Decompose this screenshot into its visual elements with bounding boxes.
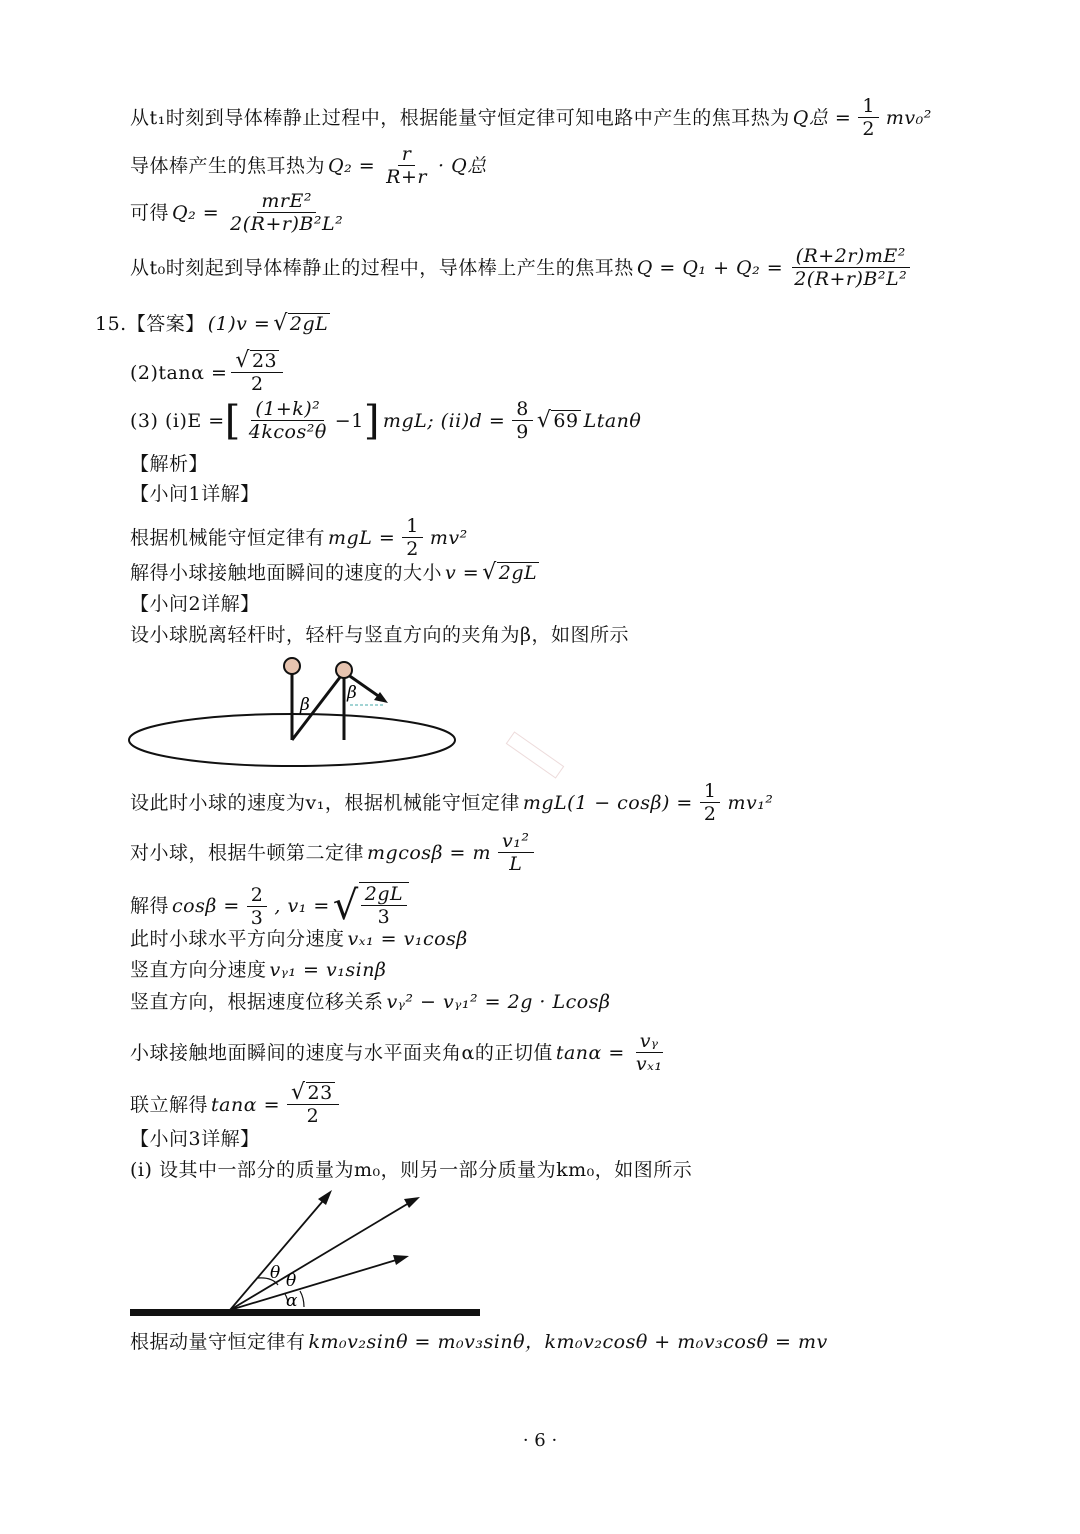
fraction — [245, 398, 331, 443]
math: mv₀² — [885, 106, 932, 129]
fraction — [498, 830, 533, 875]
line-rod-heat — [130, 143, 490, 188]
denominator: 3 — [377, 906, 391, 928]
math: Q总 = — [792, 106, 852, 129]
text: (i) 设其中一部分的质量为m₀，则另一部分质量为km₀，如图所示 — [130, 1159, 693, 1181]
sqrt: √ 69 — [536, 407, 579, 433]
numerator: v₁² — [498, 830, 533, 853]
beta-label-right: β — [347, 683, 357, 703]
math: vᵧ² − vᵧ₁² = 2g · Lcosβ — [386, 991, 611, 1013]
math: mv₁² — [727, 791, 774, 814]
denominator: R+r — [386, 166, 427, 188]
text: 【小问1详解】 — [130, 483, 260, 505]
denominator: 3 — [250, 906, 264, 929]
denominator: 2 — [406, 538, 419, 560]
math: mgL; (ii)d = — [382, 409, 506, 432]
radicand: 69 — [553, 409, 579, 432]
math: , v₁ = — [274, 895, 330, 917]
denominator: vₓ₁ — [635, 1053, 663, 1075]
math: mv² — [429, 526, 468, 549]
numerator: mrE² — [257, 190, 316, 213]
fraction — [382, 143, 431, 188]
vector-1 — [230, 1195, 328, 1310]
math: Ltanθ — [583, 409, 642, 432]
text: 解得 — [130, 895, 170, 917]
sqrt: √ $\frac{2gL}{3}$ — [333, 882, 409, 930]
sub3-heading — [130, 1127, 260, 1151]
q15-answer-1 — [95, 312, 330, 336]
math: −1 — [334, 409, 364, 432]
vector-3-head — [393, 1255, 409, 1265]
text: 设小球脱离轻杆时，轻杆与竖直方向的夹角为β，如图所示 — [130, 624, 629, 646]
math: km₀v₂sinθ = m₀v₃sinθ，km₀v₂cosθ + m₀v₃cosθ = mv — [308, 1331, 828, 1353]
radicand: 23 — [251, 350, 278, 372]
s2-line1 — [130, 623, 629, 647]
text: 竖直方向，根据速度位移关系 — [130, 991, 384, 1013]
figure-momentum-vectors — [128, 1185, 488, 1320]
denominator: 2 — [703, 803, 717, 825]
math: vₓ₁ = v₁cosβ — [347, 928, 468, 950]
sqrt: √ 2gL — [273, 311, 329, 336]
line-result-q2 — [130, 190, 351, 235]
math: Q = Q₁ + Q₂ = — [636, 256, 784, 279]
text: 设此时小球的速度为v₁，根据机械能守恒定律 — [130, 791, 520, 814]
denominator: 2 — [862, 118, 875, 140]
text: 对小球，根据牛顿第二定律 — [130, 841, 365, 864]
text: 根据机械能守恒定律有 — [130, 526, 326, 549]
text: 解得小球接触地面瞬间的速度的大小 — [130, 562, 443, 584]
fraction — [632, 1030, 667, 1075]
s2-line5 — [130, 927, 471, 951]
text: 从t₁时刻到导体棒静止过程中，根据能量守恒定律可知电路中产生的焦耳热为 — [130, 106, 790, 129]
denominator: 4kcos²θ — [248, 421, 327, 443]
math: · Q总 — [437, 154, 487, 177]
sqrt: √ 2gL — [482, 560, 538, 585]
text: 【解析】 — [130, 453, 209, 475]
radicand: 23 — [307, 1082, 333, 1104]
math: mgL(1 − cosβ) = — [522, 791, 693, 814]
numerator: 2gL — [361, 883, 407, 906]
denominator: 9 — [516, 421, 529, 443]
radicand: 2gL — [498, 562, 538, 584]
vector-2-head — [404, 1197, 420, 1208]
s3-line1 — [130, 1158, 692, 1182]
fraction — [700, 780, 721, 825]
alpha-arc — [300, 1291, 304, 1307]
s2-line2 — [130, 780, 776, 825]
s2-line9 — [130, 1082, 343, 1127]
text: 可得 — [130, 201, 170, 224]
s2-line6 — [130, 958, 389, 982]
text: 联立解得 — [130, 1093, 209, 1116]
text: 导体棒产生的焦耳热为 — [130, 154, 326, 177]
sub2-heading — [130, 592, 260, 616]
fraction: √ 23 2 — [231, 350, 283, 395]
s2-line7 — [130, 990, 613, 1014]
ball-right — [336, 662, 352, 678]
page-number: · 6 · — [522, 1430, 558, 1451]
vector-1-head — [318, 1190, 332, 1205]
alpha-label: α — [286, 1291, 298, 1311]
text: 从t₀时刻起到导体棒静止的过程中，导体棒上产生的焦耳热 — [130, 256, 634, 279]
radicand: 2gL — [289, 313, 329, 335]
ball-left — [284, 658, 300, 674]
denominator: L — [509, 853, 523, 875]
fraction — [512, 398, 533, 443]
fraction — [402, 515, 423, 560]
numerator: (R+2r)mE² — [792, 245, 910, 268]
numerator: (1+k)² — [251, 398, 324, 421]
watermark-stamp — [500, 730, 570, 780]
numerator: 8 — [512, 398, 533, 421]
text: 根据动量守恒定律有 — [130, 1331, 306, 1353]
numerator: r — [398, 143, 416, 166]
ground-bar — [130, 1309, 480, 1316]
text: 小球接触地面瞬间的速度与水平面夹角α的正切值 — [130, 1041, 553, 1064]
line-energy-conservation — [130, 95, 935, 140]
numerator: vᵧ — [636, 1030, 663, 1053]
math: cosβ = — [172, 895, 240, 917]
fraction — [790, 245, 911, 290]
text: 竖直方向分速度 — [130, 959, 267, 981]
denominator: 2 — [250, 373, 264, 395]
numerator: 1 — [700, 780, 721, 803]
figure-rod-ball — [128, 652, 468, 772]
math: Q₂ = — [328, 154, 376, 177]
theta-label-1: θ — [270, 1263, 281, 1283]
q15-answer-2 — [130, 350, 287, 395]
fraction — [226, 190, 347, 235]
fraction — [858, 95, 879, 140]
math: mgL = — [328, 526, 396, 549]
denominator: 2 — [306, 1105, 320, 1127]
denominator: 2(R+r)B²L² — [794, 268, 908, 290]
beta-label-left: β — [300, 695, 310, 715]
math: (2)tanα = — [130, 361, 228, 384]
fraction — [247, 884, 268, 929]
numerator: 1 — [858, 95, 879, 118]
s2-line8 — [130, 1030, 670, 1075]
math: vᵧ₁ = v₁sinβ — [269, 959, 387, 981]
text: 此时小球水平方向分速度 — [130, 928, 345, 950]
vector-2 — [230, 1200, 414, 1310]
sub1-heading — [130, 482, 260, 506]
math: (3) (i)E = — [130, 409, 225, 432]
s1-line2 — [130, 561, 539, 585]
s3-line2 — [130, 1330, 831, 1354]
math: (1)v = — [207, 313, 271, 335]
line-total-heat — [130, 245, 915, 290]
text: 【小问2详解】 — [130, 593, 260, 615]
math: v = — [445, 562, 480, 584]
denominator: 2(R+r)B²L² — [230, 213, 344, 235]
q15-answer-3: (3) (i)E = [ $\frac{\text{(1+k)²}}{\text{4kcos²θ}}$ −1 ] mgL; (ii)d = $\frac{8}{9}$ √ 69 Ltanθ — [130, 397, 642, 444]
numerator: 2 — [247, 884, 268, 907]
math: mgcosβ = m — [367, 841, 492, 864]
theta-label-2: θ — [286, 1271, 297, 1291]
s2-line3 — [130, 830, 538, 875]
vector-3 — [230, 1258, 403, 1310]
analysis-heading — [130, 452, 208, 476]
s1-line1 — [130, 515, 471, 560]
s2-line4 — [130, 882, 409, 930]
math: Q₂ = — [172, 201, 220, 224]
math: tanα = — [555, 1041, 625, 1064]
fraction: √ 23 2 — [287, 1082, 339, 1127]
question-label: 15.【答案】 — [95, 313, 205, 335]
numerator: 1 — [402, 515, 423, 538]
text: 【小问3详解】 — [130, 1128, 260, 1150]
math: tanα = — [211, 1093, 281, 1116]
